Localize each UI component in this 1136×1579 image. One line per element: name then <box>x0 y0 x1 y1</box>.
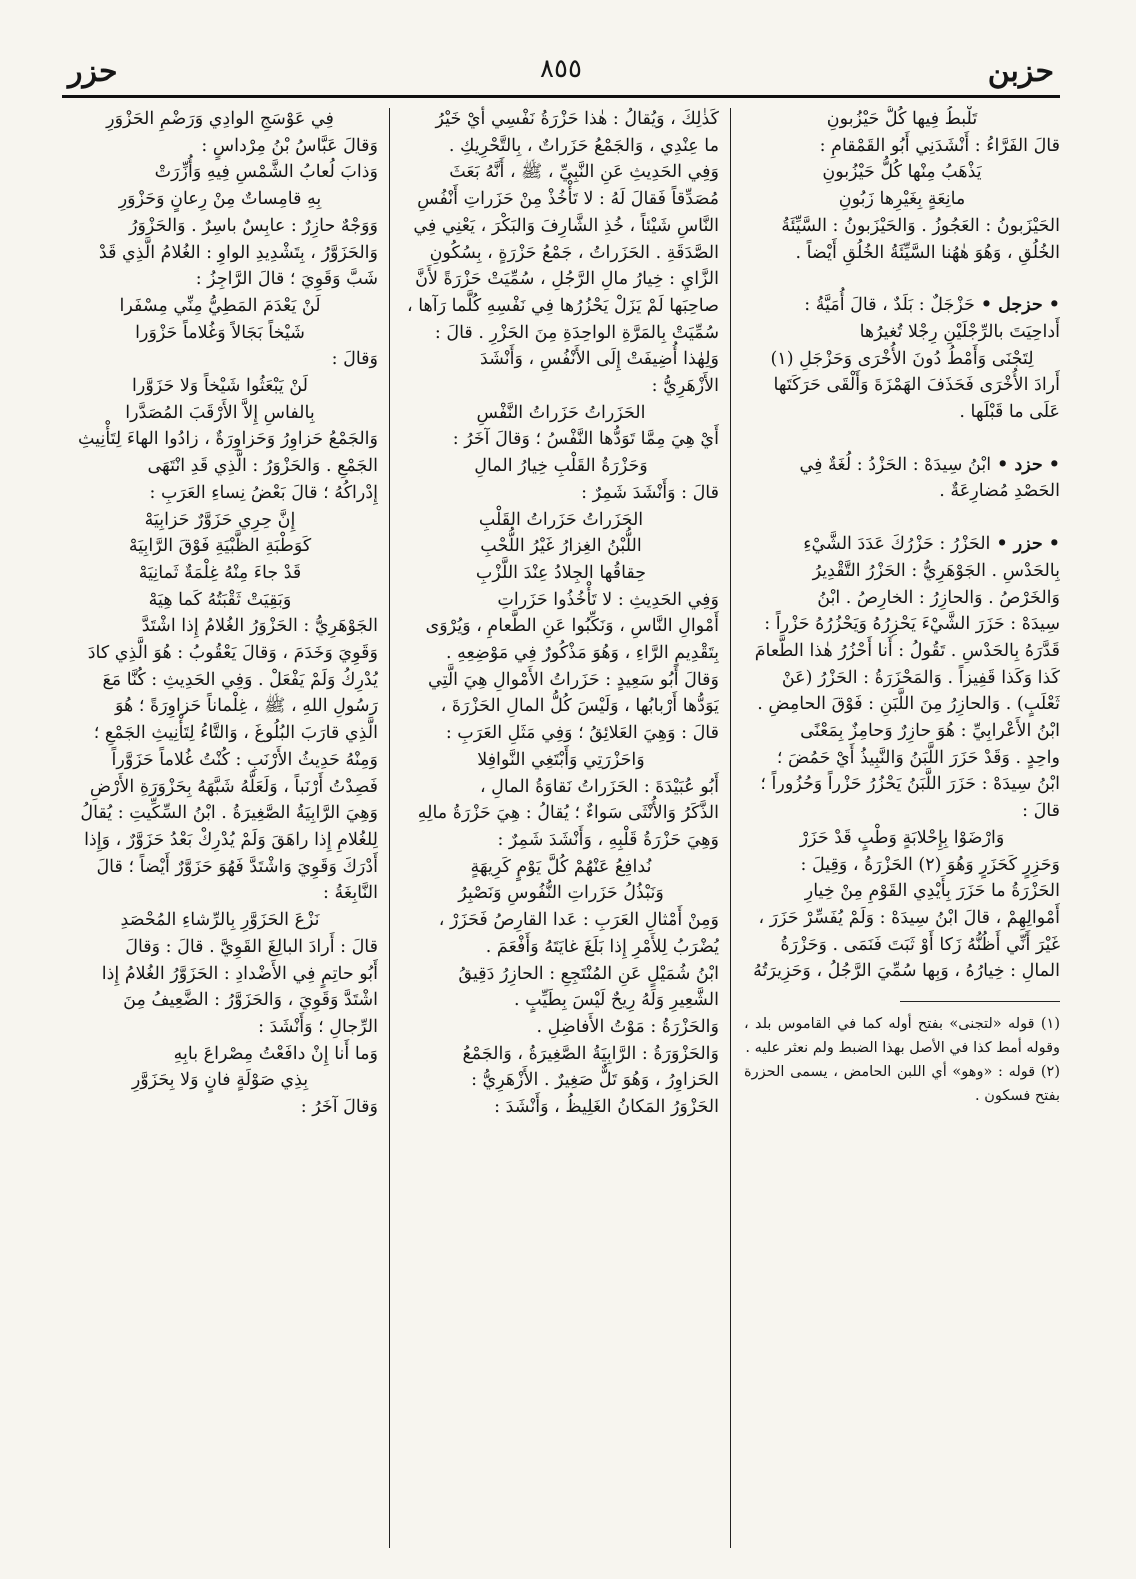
line-text: نُدافِعُ عَنْهُمْ كُلَّ يَوْمٍ كَرِيهَةٍ <box>470 856 652 877</box>
column-middle <box>403 106 719 1548</box>
text-line <box>744 133 1060 160</box>
line-text: ابْنُ سِيدَهْ : حَزَرَ اللَّبَنُ يَحْزُرُ حَزْراً وَحُزُوراً ؛ <box>760 774 1060 795</box>
line-text: بِالفاسِ إِلاَّ الأَرْقَبَ المُصَدَّرا <box>125 402 315 423</box>
text-line <box>62 827 378 854</box>
line-text: الحَصْدِ مُضارِعَةٌ . <box>939 481 1060 502</box>
line-text: أَيْ هِيَ مِمَّا تَوَدُّها النَّفْسُ ؛ وَقالَ آخَرُ : <box>452 429 719 450</box>
line-text: كَذٰلِكَ ، وَيُقالُ : هٰذا حَزْرَةُ نَفْسِي أَيْ خَيْرُ <box>435 109 719 129</box>
line-text: قالَ الفَرَّاءُ : أَنْشَدَنِي أَبُو القَمْقامِ : <box>819 135 1060 156</box>
line-text: الخُلُقِ ، وَهُوَ هٰهُنا السَّيِّئَةُ الخُلُقِ أَيْضاً . <box>795 242 1060 263</box>
text-line <box>403 240 719 267</box>
footnote: (١) قوله «لتجنى» بفتح أوله كما في القاموس بلد ، وقوله أمط كذا في الأصل بهذا الضبط ولم نعثر عليه . <box>744 1016 1060 1057</box>
line-text: قالَ : أَرادَ البالِغَ القَوِيَّ . قالَ : وَقالَ <box>125 936 378 957</box>
verse-line <box>744 825 1060 852</box>
verse-line <box>744 346 1060 373</box>
column-left <box>62 106 378 1548</box>
text-line <box>403 106 719 133</box>
text-line <box>744 585 1060 612</box>
line-text: ما عِنْدِي ، وَالجَمْعُ حَزَراتٌ ، بِالتَّحْرِيكِ . <box>448 135 719 156</box>
text-line <box>403 613 719 640</box>
verse-line <box>403 747 719 774</box>
text-line <box>62 426 378 453</box>
verse-line <box>62 373 378 400</box>
text-line <box>62 720 378 747</box>
line-text: مُصَدِّقاً فَقالَ لَهُ : لا تَأْخُذْ مِنْ حَزَراتِ أَنْفُسِ <box>417 189 719 210</box>
text-line <box>62 934 378 961</box>
line-text: الشَّعِيرِ وَلَهُ رِيحٌ لَيْسَ بِطَيِّبٍ . <box>514 990 719 1011</box>
line-text: وَمِنْ أَمْثالِ العَرَبِ : عَدا القارِصُ فَحَزَرْ ، <box>438 910 719 931</box>
footnote: (٢) قوله : «وهو» أي اللبن الحامض ، يسمى الحزرة بفتح فسكون . <box>744 1064 1060 1105</box>
line-text: ابْنُ الأَعْرابِيِّ : هُوَ حازِرٌ وَحامِزٌ بِمَعْنًى <box>800 721 1060 742</box>
text-line <box>744 372 1060 399</box>
text-line <box>62 693 378 720</box>
text-line <box>403 159 719 186</box>
line-text: وَحَزِرٍ كَحَزَرٍ وَهُوَ (٢) الحَزْرَةُ ، وَقِيلَ : <box>800 854 1060 875</box>
text-line <box>62 774 378 801</box>
line-text: عَلَى ما قَبْلَها . <box>959 402 1060 423</box>
line-text: الحَيْزَبونُ : العَجُوزُ . وَالحَيْزَبونُ : السَّيِّئَةُ <box>781 215 1060 236</box>
line-text: قالَ : <box>1022 801 1060 822</box>
line-text: وَالحَزَوَّرُ ، بِتَشْدِيدِ الواوِ : الغُلامُ الَّذِي قَدْ <box>98 242 378 263</box>
text-line <box>62 346 378 373</box>
line-text: صاحِبَها لَمْ يَزَلْ يَحْزُرُها فِي نَفْسِهِ كُلَّما رَآها ، <box>406 295 719 316</box>
verse-line <box>403 560 719 587</box>
line-text: اللُّبْنُ الغِزارُ غَيْرُ اللُّحْبِ <box>480 536 642 557</box>
line-text: إِنَّ حِرِي حَزَوَّرٌ حَزابِيَهْ <box>144 509 296 530</box>
text-line <box>62 240 378 267</box>
page-number: ٨٥٥ <box>540 54 582 84</box>
text-line <box>744 478 1060 505</box>
text-line <box>744 452 1060 479</box>
line-text: يُضْرَبُ لِلأَمْرِ إِذا بَلَغَ غايَتَهُ وَأَفْعَمَ . <box>485 936 719 957</box>
text-line <box>403 426 719 453</box>
line-text: رَسُولِ اللهِ ، ﷺ ، غِلْماناً حَزاوِرَةً ؛ هُوَ <box>114 696 378 717</box>
line-text: بِتَقْدِيمِ الرَّاءِ ، وَهُوَ مَذْكُورٌ فِي مَوْضِعِهِ . <box>446 643 719 664</box>
line-text: فَصِدْتُ أَرْنَباً ، وَلَعَلَّهُ شَبَّهَهُ بِحَزْوَرَةِ الأَرْضِ <box>89 776 378 797</box>
text-line <box>62 480 378 507</box>
dictionary-page <box>62 48 1060 1548</box>
line-text: وَذابَ لُعابُ الشَّمْسِ فِيهِ وَأُزِّرَتْ <box>154 162 378 183</box>
line-text: الرِّجالِ ؛ وَأَنْشَدَ : <box>258 1016 378 1037</box>
line-text: وَقالَ : <box>331 349 378 370</box>
verse-line <box>62 507 378 534</box>
line-text: وَقَوِيَ وَخَدَمَ ، وَقالَ يَعْقُوبُ : هُوَ الَّذِي كادَ <box>87 643 378 664</box>
verse-line <box>62 587 378 614</box>
text-line <box>403 213 719 240</box>
line-text: كَوَطْبَةِ الظَّبْيَةِ فَوْقَ الرَّابِيَهْ <box>128 536 312 557</box>
verse-line <box>403 854 719 881</box>
text-line <box>62 1014 378 1041</box>
verse-line <box>403 880 719 907</box>
line-text: أَداحِيَتَ بالرِّجْلَيْنِ رِجْلا تُغيرُها <box>859 321 1060 342</box>
verse-line <box>403 507 719 534</box>
line-text: أَدْرَكَ وَقَوِيَ وَاشْتَدَّ فَهُوَ حَزَوَّرٌ أَيْضاً ؛ قالَ <box>96 856 378 877</box>
verse-line <box>62 106 378 133</box>
line-text: وَحَزْرَةُ القَلْبِ خِيارُ المالِ <box>474 456 648 477</box>
line-text: الذَّكَرُ وَالأُنْثَى سَواءٌ ؛ يُقالُ : هِيَ حَزْرَةُ مالِهِ <box>417 803 719 824</box>
line-text: حِقاقُها الجِلادُ عِنْدَ اللَّزْبِ <box>475 562 647 583</box>
text-line <box>403 907 719 934</box>
line-text: وَلِهٰذا أُضِيفَتْ إِلَى الأَنْفُسِ ، وَأَنْشَدَ <box>479 349 719 370</box>
line-text: اشْتَدَّ وَقَوِيَ ، وَالحَزَوَّرُ : الضَّعِيفُ مِنَ <box>123 990 378 1011</box>
line-text: نَزْعَ الحَزَوَّرِ بِالرِّشاءِ المُحْصَدِ <box>120 910 320 931</box>
header-left-word: حزر <box>68 54 118 89</box>
line-text: الحَزاوِرُ ، وَهُوَ تَلٌّ صَغِيرٌ . الأَزْهَرِيُّ : <box>471 1070 719 1091</box>
text-line <box>62 453 378 480</box>
footnote-rule <box>900 1001 1060 1002</box>
text-line <box>62 880 378 907</box>
text-line <box>403 1067 719 1094</box>
line-text: كَذا وَكَذا قَفِيزاً . وَالمَحْزَرَةُ : الحَزْرُ (عَنْ <box>781 667 1060 688</box>
text-line <box>403 800 719 827</box>
verse-line <box>744 106 1060 133</box>
text-line <box>744 399 1060 426</box>
text-line <box>744 531 1060 558</box>
line-text: وَالحَزْرَةُ : مَوْتُ الأَفاضِلِ . <box>536 1016 719 1037</box>
text-line <box>62 961 378 988</box>
line-text: يَوَدُّها أَرْبابُها ، وَلَيْسَ كُلُّ المالِ الحَزْرَةَ ، <box>440 696 719 717</box>
text-line <box>403 320 719 347</box>
line-text: وَفِي الحَدِيثِ : لا تَأْخُذُوا حَزَراتِ <box>497 589 719 610</box>
line-text: بِالحَدْسِ . الجَوْهَرِيُّ : الحَزْرُ التَّقْدِيرُ <box>812 560 1060 581</box>
entry-headword: • حزجل • <box>974 295 1060 316</box>
line-text: أَمْوالِهِمْ ، قالَ ابْنُ سِيدَهْ : وَلَمْ يُفَسِّرْ حَزَرَ ، <box>758 907 1060 928</box>
line-text: الحَزَراتُ حَزَراتُ النَّفْسِ <box>476 402 646 423</box>
line-text: سِيدَهْ : حَزَرَ الشَّيْءَ يَحْزِرُهُ وَيَحْزُرُهُ حَزْراً : <box>764 614 1060 635</box>
line-text: أَبُو عُبَيْدَةَ : الحَزَراتُ نَقاوَةُ المالِ ، <box>479 776 719 797</box>
line-text: بِذِي صَوْلَةٍ فانٍ وَلا بِحَزَوَّرِ <box>131 1070 309 1091</box>
column-right <box>744 106 1060 1548</box>
verse-line <box>403 533 719 560</box>
line-text: حَزْجَلٌ : بَلَدٌ ، قالَ أُمَيَّةُ : <box>804 295 975 316</box>
text-line <box>744 958 1060 985</box>
text-line <box>744 319 1060 346</box>
line-text: النَّابِغَةُ : <box>323 883 378 904</box>
page-header <box>62 48 1060 94</box>
line-text: لَنْ يَبْعَثُوا شَيْخاً وَلا حَزَوَّرا <box>132 376 308 397</box>
text-line <box>62 987 378 1014</box>
line-text: يَذْهَبُ مِنْها كُلُّ حَيْزُبونِ <box>822 162 982 183</box>
line-text: مانِعَةٍ بِغَيْرِها زَبُونِ <box>838 189 966 210</box>
line-text: وَقالَ آخَرُ : <box>300 1097 378 1118</box>
text-line <box>62 613 378 640</box>
text-line <box>62 159 378 186</box>
line-text: وَقالَ عَبَّاسُ بْنُ مِرْداسٍ : <box>201 135 378 156</box>
text-line <box>62 213 378 240</box>
line-text: وَوَجْهٌ حازِرٌ : عابِسٌ باسِرٌ . وَالحَزْوَرُ <box>129 215 378 236</box>
line-text: واحِدٍ . وَقَدْ حَزَرَ اللَّبَنُ وَالنَّبِيذُ أَيْ حَمُضَ ؛ <box>776 747 1060 768</box>
text-line <box>62 747 378 774</box>
text-line <box>744 665 1060 692</box>
line-text: وَالحَزْوَرَةُ : الرَّابِيَةُ الصَّغِيرَةُ ، وَالجَمْعُ <box>462 1043 719 1064</box>
line-text: وَالخَرْصُ . وَالحازِرُ : الخارِصُ . ابْنُ <box>817 587 1060 608</box>
line-text: وَالجَمْعُ حَزاوِرُ وَحَزاوِرَةٌ ، زادُوا الهاءَ لِتَأْنِيثِ <box>77 429 378 450</box>
line-text: سُمِّيَتْ بِالمَرَّةِ الواحِدَةِ مِنَ الحَزْرِ . قالَ : <box>434 322 719 343</box>
line-text: غَيْرَ أَنِّي أَظُنُّهُ زَكا أَوْ ثَبَتَ فَنَمَى . وَحَزْرَةُ <box>780 934 1060 955</box>
verse-line <box>62 320 378 347</box>
text-line <box>403 480 719 507</box>
verse-line <box>744 159 1060 186</box>
entry-headword: • حزر • <box>990 534 1060 555</box>
verse-line <box>744 186 1060 213</box>
text-line <box>62 854 378 881</box>
text-line <box>744 240 1060 267</box>
text-line <box>403 186 719 213</box>
text-line <box>403 693 719 720</box>
line-text: أَرادَ الأُخْرَى فَحَذَفَ الهَمْزَةَ وَأَلْقَى حَرَكَتَها <box>773 375 1060 396</box>
line-text: الأَزْهَرِيُّ : <box>651 376 719 397</box>
text-line <box>744 852 1060 879</box>
text-line <box>744 905 1060 932</box>
line-text: الزَّايِ : خِيارُ مالِ الرَّجُلِ ، سُمِّيَتْ حَزْرَةً لأَنَّ <box>415 269 719 290</box>
verse-line <box>62 533 378 560</box>
text-line <box>403 827 719 854</box>
verse-line <box>62 560 378 587</box>
line-text: أَمْوالِ النَّاسِ ، وَنَكِّبُوا عَنِ الطَّعامِ ، وَيُرْوَى <box>425 616 719 637</box>
line-text: وَمِنْهُ حَدِيثُ الأَرْنَبِ : كُنْتُ غُلاماً حَزَوَّراً <box>111 749 378 770</box>
text-line <box>403 987 719 1014</box>
line-text: لِتَجْنَى وَأَمْطُ دُونَ الأُخْرَى وَحَزْجَلِ (١) <box>770 348 1034 369</box>
text-line <box>62 266 378 293</box>
line-text: يُدْرِكُ وَلَمْ يَفْعَلْ . وَفِي الحَدِيثِ : كُنَّا مَعَ <box>102 669 378 690</box>
text-line <box>744 745 1060 772</box>
line-text: وَفِي الحَدِيثِ عَنِ النَّبِيِّ ، ﷺ ، أَنَّهُ بَعَثَ <box>449 162 719 183</box>
header-right-word: حزبن <box>987 54 1054 89</box>
text-line <box>403 1041 719 1068</box>
line-text: وَقالَ أَبُو سَعِيدٍ : حَزَراتُ الأَمْوالِ هِيَ الَّتِي <box>427 669 719 690</box>
line-text: وَاحَزْرَتِي وَأَبْتَغِي النَّوافِلا <box>477 749 645 770</box>
entry-gap <box>744 266 1060 292</box>
entry-headword: • حزد • <box>991 454 1060 475</box>
verse-line <box>62 400 378 427</box>
text-line <box>403 667 719 694</box>
text-line <box>744 771 1060 798</box>
line-text: الجَوْهَرِيُّ : الحَزْوَرُ الغُلامُ إِذا اشْتَدَّ <box>141 616 378 637</box>
line-text: قالَ : وَأَنْشَدَ شَمِرٌ : <box>581 482 719 503</box>
text-line <box>403 934 719 961</box>
text-line <box>403 346 719 373</box>
line-text: ابْنُ سِيدَهْ : الحَزْدُ : لُغَةٌ فِي <box>799 454 992 475</box>
line-text: ابْنُ شُمَيْلٍ عَنِ المُنْتَجِعِ : الحازِرُ دَقِيقُ <box>458 963 719 984</box>
text-line <box>744 213 1060 240</box>
line-text: إِدْراكُهُ ؛ قالَ بَعْضُ نِساءِ العَرَبِ : <box>149 482 378 503</box>
verse-line <box>62 186 378 213</box>
line-text: قالَ : وَهِيَ العَلائِقُ ؛ وَفِي مَثَلِ العَرَبِ : <box>445 723 719 744</box>
line-text: قَدْ جاءَ مِنْهُ غِلْمَةٌ ثَمانِيَهْ <box>138 562 302 583</box>
text-line <box>62 800 378 827</box>
line-text: شَبَّ وَقَوِيَ ؛ قالَ الرَّاجِزُ : <box>195 269 378 290</box>
line-text: أَبُو حاتِمٍ فِي الأَضْدادِ : الحَزَوَّرُ الغُلامُ إِذا <box>101 963 378 984</box>
line-text: وَما أَنا إِنْ دافَعْتُ مِصْراعَ بابِهِ <box>173 1043 378 1064</box>
text-line <box>403 640 719 667</box>
line-text: وَنَبْذُلُ حَزَراتِ النُّفُوسِ وَنَصْبِرُ <box>458 883 664 904</box>
line-text: شَيْخاً بَجَالاً وَغُلاماً حَزْوَرا <box>135 322 305 343</box>
text-line <box>62 1094 378 1121</box>
line-text: الجَمْعِ . وَالحَزْوَرُ : الَّذِي قَدِ انْتَهَى <box>147 456 378 477</box>
line-text: المالِ : خِيارُهُ ، وَبِها سُمِّيَ الرَّجُلُ ، وَحَزِيرَتُهُ <box>753 961 1060 982</box>
line-text: الحَزَراتُ حَزَراتُ القَلْبِ <box>478 509 644 530</box>
line-text: الَّذِي قارَبَ البُلُوغَ ، وَالتَّاءُ لِتَأْنِيثِ الجَمْعِ ؛ <box>93 723 378 744</box>
text-line <box>403 373 719 400</box>
text-line <box>744 798 1060 825</box>
text-line <box>403 720 719 747</box>
line-text: الحَزْوَرُ المَكانُ الغَلِيظُ ، وَأَنْشَدَ : <box>494 1097 719 1118</box>
line-text: لِلغُلامِ إِذا راهَقَ وَلَمْ يُدْرِكْ بَعْدُ حَزَوَّرٌ ، وَإِذا <box>84 829 378 850</box>
line-text: النَّاسِ شَيْئاً ، خُذِ الشَّارِفَ وَالبَكْرَ ، يَعْنِي فِي <box>413 215 719 236</box>
text-line <box>62 133 378 160</box>
line-text: وَبَقِيَتْ ثَقْبَتُهُ كَما هِيَهْ <box>148 589 292 610</box>
text-line <box>744 718 1060 745</box>
line-text: وَهِيَ حَزْرَةُ قَلْبِهِ ، وَأَنْشَدَ شَمِرٌ : <box>497 829 719 850</box>
line-text: فِي عَوْسَجِ الوادِي وَرَضْمِ الحَزْوَرِ <box>106 109 334 129</box>
text-line <box>744 638 1060 665</box>
verse-line <box>403 400 719 427</box>
entry-gap <box>744 505 1060 531</box>
column-divider <box>730 108 731 1548</box>
text-line <box>62 1041 378 1068</box>
line-text: ثَعْلَبٍ) . وَالحازِرُ مِنَ اللَّبَنِ : فَوْقَ الحامِضِ . <box>757 694 1060 715</box>
column-divider <box>389 108 390 1548</box>
line-text: الحَزْرَةُ ما حَزَرَ بِأَيْدِي القَوْمِ مِنْ خِيارِ <box>804 881 1060 902</box>
verse-line <box>62 907 378 934</box>
text-line <box>744 878 1060 905</box>
text-line <box>403 133 719 160</box>
text-line <box>403 587 719 614</box>
text-line <box>62 640 378 667</box>
line-text: بِهِ قامِساتٌ مِنْ رِعانٍ وَحَزْوَرِ <box>118 189 322 210</box>
line-text: قَدَّرَهُ بِالحَدْسِ . تَقُولُ : أَنا أَحْزُرُ هٰذا الطَّعامَ <box>754 640 1060 661</box>
text-line <box>403 1094 719 1121</box>
verse-line <box>62 1067 378 1094</box>
line-text: تَلْبطُ فِيها كُلُّ حَيْزُبونِ <box>826 109 978 129</box>
entry-gap <box>744 426 1060 452</box>
text-line <box>403 961 719 988</box>
verse-line <box>403 453 719 480</box>
line-text: الصَّدَقَةِ . الحَزَراتُ ، جَمْعُ حَزْرَةٍ ، بِسُكُونِ <box>429 242 719 263</box>
text-line <box>744 611 1060 638</box>
line-text: وَهِيَ الرَّابِيَةُ الصَّغِيرَةُ . ابْنُ السِّكِّيتِ : يُقالُ <box>80 803 378 824</box>
text-line <box>744 558 1060 585</box>
text-line <box>403 293 719 320</box>
line-text: وَارْضَوْا بِإِحْلابَةٍ وَطْبٍ قَدْ حَزَرْ <box>799 827 1005 848</box>
header-rule <box>62 95 1060 98</box>
line-text: لَنْ يَعْدَمَ المَطِيُّ مِنِّي مِسْفَرا <box>119 295 321 316</box>
columns <box>62 106 1060 1548</box>
verse-line <box>62 293 378 320</box>
text-line <box>62 667 378 694</box>
text-line <box>403 1014 719 1041</box>
text-line <box>744 932 1060 959</box>
text-line <box>744 691 1060 718</box>
line-text: الحَزْرُ : حَزْرُكَ عَدَدَ الشَّيْءِ <box>803 534 991 555</box>
text-line <box>744 292 1060 319</box>
text-line <box>403 266 719 293</box>
text-line <box>403 774 719 801</box>
